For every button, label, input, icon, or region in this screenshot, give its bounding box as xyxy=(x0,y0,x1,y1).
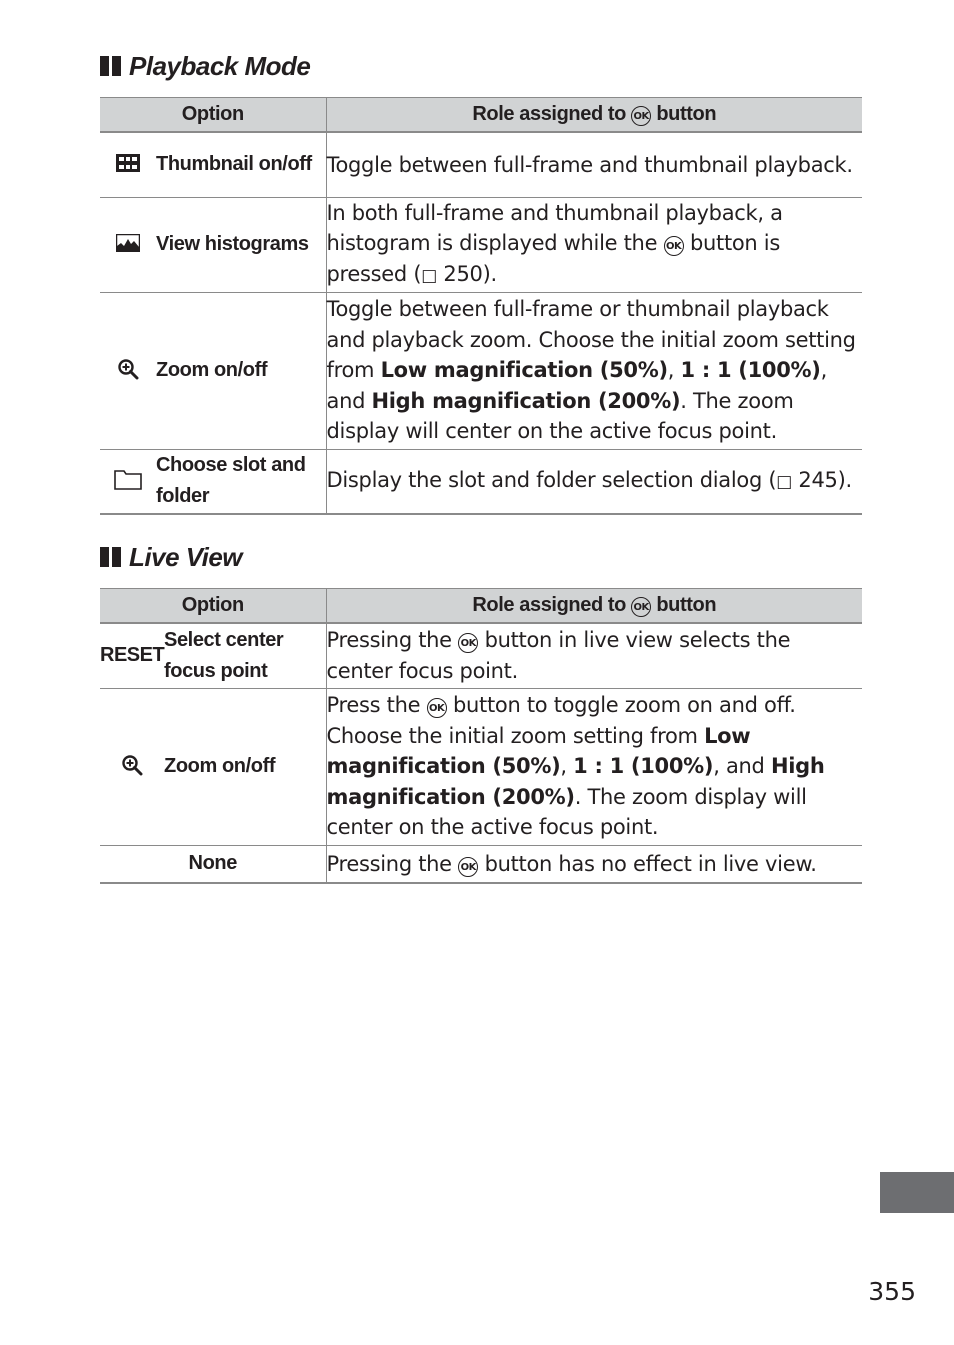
ok-button-icon: OK xyxy=(664,236,684,256)
table-row xyxy=(100,845,862,883)
ok-button-icon: OK xyxy=(427,698,447,718)
header-role-prefix: Role assigned to xyxy=(472,594,626,616)
section-title-liveview xyxy=(100,544,242,570)
option-name: Zoom on/off xyxy=(164,688,326,845)
table-row xyxy=(100,623,862,688)
option-description: Toggle between full-frame and thumbnail playback. xyxy=(326,132,862,197)
page-reference: 250 xyxy=(443,261,483,286)
option-description: Press the OK button to toggle zoom on and off. Choose the initial zoom setting from Low magnification (50%), 1 : 1 (100%), and High magnification (200%). The zoom display will center on the active focus point. xyxy=(326,688,862,845)
table-row xyxy=(100,292,862,449)
header-role xyxy=(326,589,862,624)
ok-button-icon: OK xyxy=(458,857,478,877)
section-title-text: Playback Mode xyxy=(129,51,311,81)
option-description: Pressing the OK button in live view selects the center focus point. xyxy=(326,623,862,688)
table-row xyxy=(100,449,862,514)
table-header-row xyxy=(100,589,862,624)
section-marker-icon xyxy=(100,56,121,76)
thumbnail-icon xyxy=(100,132,156,197)
table-row xyxy=(100,688,862,845)
option-name: None xyxy=(100,845,326,883)
header-role-suffix: button xyxy=(656,594,717,616)
option-name: Zoom on/off xyxy=(156,292,326,449)
zoom-icon xyxy=(100,688,164,845)
folder-icon xyxy=(100,449,156,514)
section-title-text: Live View xyxy=(129,542,243,572)
playback-options-table xyxy=(100,97,862,515)
ok-button-icon: OK xyxy=(631,597,651,617)
reset-icon: RESET xyxy=(100,623,164,688)
option-name: Choose slot and folder xyxy=(156,449,326,514)
header-role-prefix: Role assigned to xyxy=(472,103,626,125)
option-description: Toggle between full-frame or thumbnail playback and playback zoom. Choose the initial zoom setting from Low magnification (50%), 1 : 1 (100%), and High magnification (200%). The zoom display will center on the active focus point. xyxy=(326,292,862,449)
liveview-options-table xyxy=(100,588,862,884)
option-description: Display the slot and folder selection dialog (□ 245). xyxy=(326,449,862,514)
option-name: Select center focus point xyxy=(164,623,326,688)
option-description: In both full-frame and thumbnail playback, a histogram is displayed while the OK button is pressed (□ 250). xyxy=(326,197,862,292)
chapter-tab xyxy=(880,1172,954,1213)
header-option: Option xyxy=(100,98,326,133)
table-row xyxy=(100,197,862,292)
book-ref-icon: □ xyxy=(776,472,793,492)
header-option: Option xyxy=(100,589,326,624)
book-ref-icon: □ xyxy=(421,265,437,286)
option-name: Thumbnail on/off xyxy=(156,132,326,197)
header-role xyxy=(326,98,862,133)
section-title-playback xyxy=(100,53,310,79)
zoom-icon xyxy=(100,292,156,449)
header-role-suffix: button xyxy=(656,103,717,125)
ok-button-icon: OK xyxy=(458,633,478,653)
section-marker-icon xyxy=(100,547,121,567)
page-reference: 245 xyxy=(798,468,838,492)
option-name: View histograms xyxy=(156,197,326,292)
table-row xyxy=(100,132,862,197)
table-header-row xyxy=(100,98,862,133)
page-number: 355 xyxy=(868,1277,916,1306)
ok-button-icon: OK xyxy=(631,106,651,126)
histogram-icon xyxy=(100,197,156,292)
option-description: Pressing the OK button has no effect in live view. xyxy=(326,845,862,883)
